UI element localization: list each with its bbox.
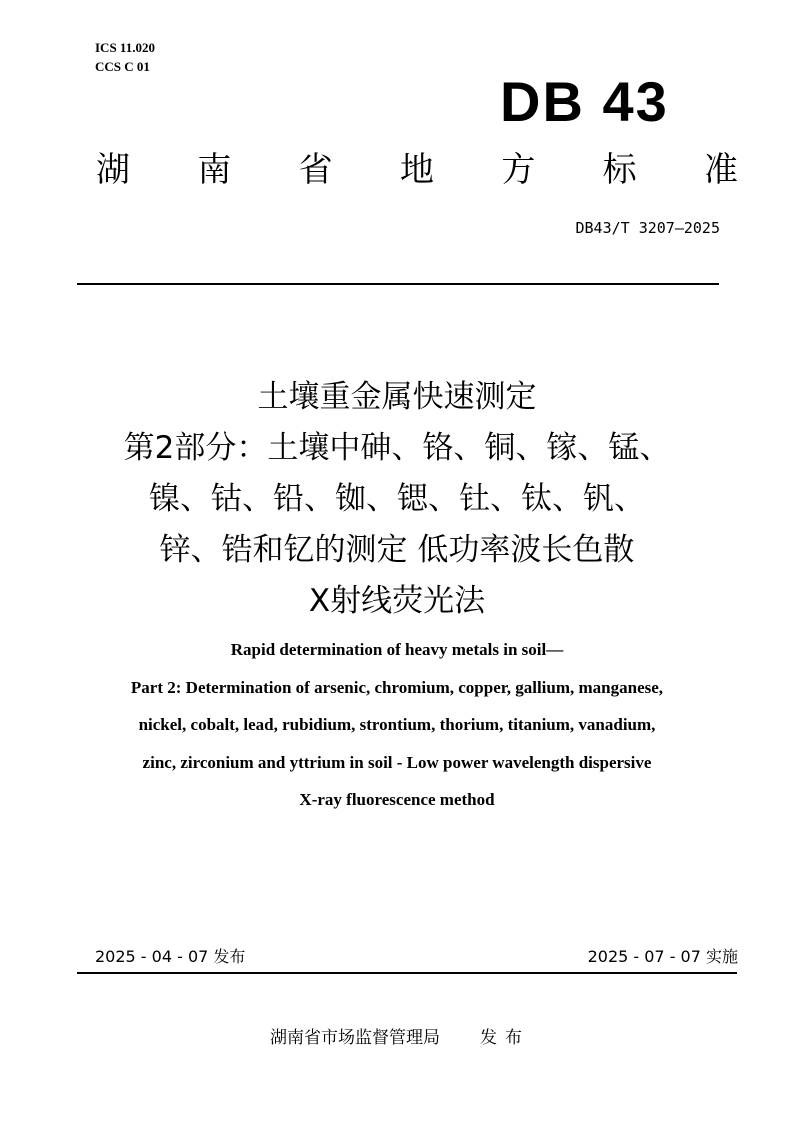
footer-divider xyxy=(77,972,737,974)
english-title-line: Rapid determination of heavy metals in soil— xyxy=(230,640,564,659)
issue-date: 2025 - 04 - 07 发布 xyxy=(95,947,246,966)
standard-number: DB43/T 3207—2025 xyxy=(575,219,720,237)
chinese-title-line: 锌、锆和钇的测定 低功率波长色散 xyxy=(159,532,635,568)
publisher xyxy=(270,1027,530,1049)
standard-type-char: 南 xyxy=(197,150,232,190)
chinese-title-line: 镍、钴、铅、铷、锶、钍、钛、钒、 xyxy=(149,481,645,517)
chinese-title xyxy=(60,372,734,627)
chinese-title-line: X射线荧光法 xyxy=(308,583,486,619)
publish-label: 发布 xyxy=(480,1028,530,1048)
header-divider xyxy=(77,283,719,285)
implementation-date: 2025 - 07 - 07 实施 xyxy=(587,947,738,966)
standard-type-title xyxy=(96,150,738,190)
db-logo: DB 43 xyxy=(500,70,669,133)
standard-type-char: 标 xyxy=(602,150,637,190)
english-title-line: zinc, zirconium and yttrium in soil - Low power wavelength dispersive xyxy=(142,752,652,772)
standard-type-char: 方 xyxy=(501,150,536,190)
chinese-title-line: 第2部分：土壤中砷、铬、铜、镓、锰、 xyxy=(123,430,671,466)
standard-type-char: 地 xyxy=(399,150,434,190)
standard-type-char: 省 xyxy=(298,150,333,190)
publisher-name: 湖南省市场监督管理局 xyxy=(270,1028,440,1048)
standard-type-char: 湖 xyxy=(96,150,130,190)
english-title xyxy=(60,631,734,819)
ccs-code: CCS C 01 xyxy=(95,59,150,74)
chinese-title-line: 土壤重金属快速测定 xyxy=(257,379,537,415)
english-title-line: Part 2: Determination of arsenic, chromium, copper, gallium, manganese, xyxy=(130,677,664,697)
classification-codes xyxy=(95,38,155,76)
ics-code: ICS 11.020 xyxy=(95,40,155,55)
standard-type-char: 准 xyxy=(703,150,738,190)
english-title-line: nickel, cobalt, lead, rubidium, strontium, thorium, titanium, vanadium, xyxy=(138,715,656,734)
english-title-line: X-ray fluorescence method xyxy=(299,790,495,809)
